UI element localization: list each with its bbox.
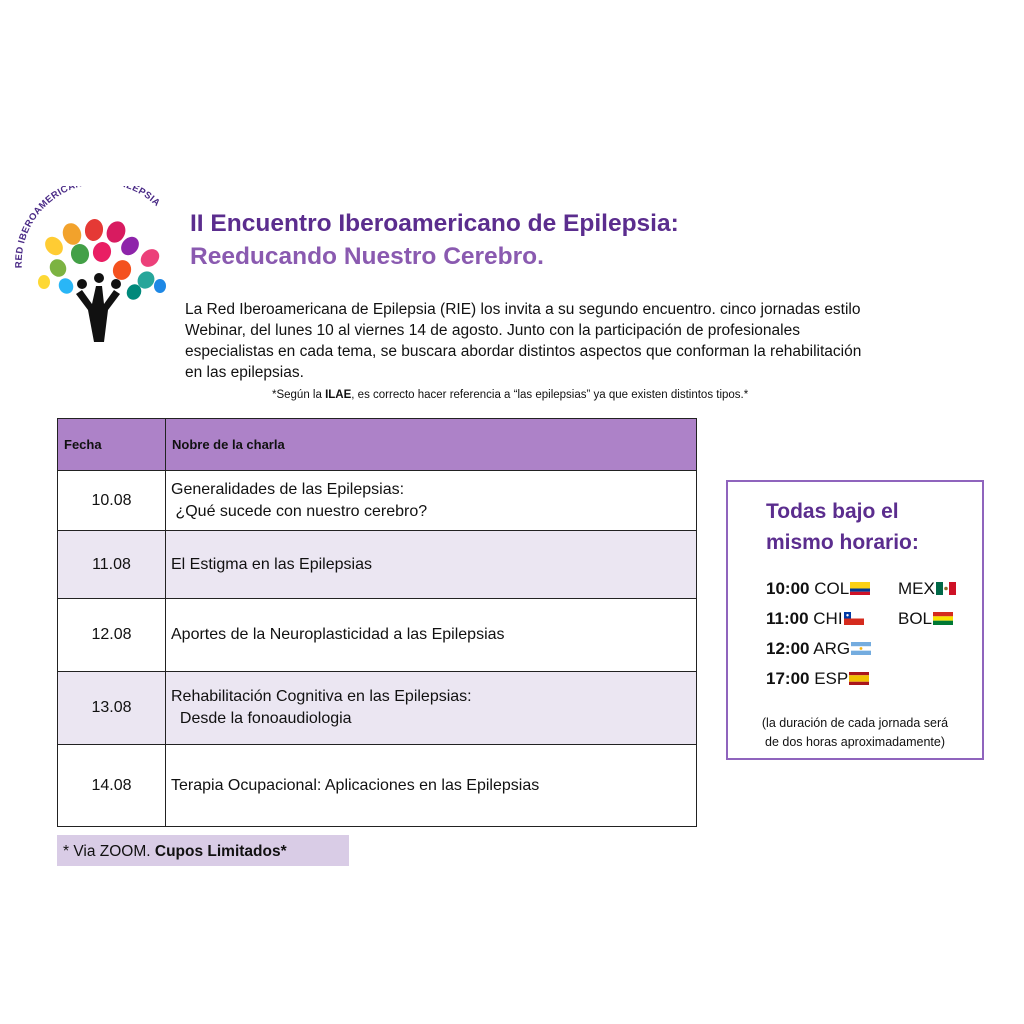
colombia-flag-icon bbox=[850, 582, 870, 595]
talk-line: Rehabilitación Cognitiva en las Epilepsias: bbox=[171, 688, 472, 705]
intro-line: Webinar, del lunes 10 al viernes 14 de agosto. Junto con la participación de profesionales bbox=[185, 322, 800, 339]
intro-line: La Red Iberoamericana de Epilepsia (RIE) los invita a su segundo encuentro. cinco jornadas estilo bbox=[185, 301, 861, 318]
time-row bbox=[766, 579, 935, 599]
country-code: ESP bbox=[814, 669, 849, 688]
row-date: 12.08 bbox=[58, 599, 166, 672]
time-row bbox=[766, 639, 871, 659]
row-talk: El Estigma en las Epilepsias bbox=[166, 531, 697, 599]
row-date: 14.08 bbox=[58, 745, 166, 827]
duration-line: (la duración de cada jornada será bbox=[761, 716, 949, 730]
time-value: 11:00 bbox=[766, 609, 809, 628]
logo-arc-text: RED IBEROAMERICA LEPSIA bbox=[13, 186, 163, 269]
country-code: ARG bbox=[813, 639, 851, 658]
bolivia-flag-icon bbox=[933, 612, 953, 625]
talk-line: Desde la fonoaudiologia bbox=[171, 710, 352, 727]
talk-line: Generalidades de las Epilepsias: bbox=[171, 480, 405, 498]
row-talk: Aportes de la Neuroplasticidad a las Epilepsias bbox=[166, 599, 697, 672]
schedule-heading-line: mismo horario: bbox=[766, 531, 919, 554]
rie-logo bbox=[10, 186, 188, 348]
time-value: 10:00 bbox=[766, 579, 810, 598]
argentina-flag-icon bbox=[851, 642, 871, 655]
table-row bbox=[58, 599, 697, 672]
mexico-flag-icon bbox=[936, 582, 956, 595]
time-row bbox=[766, 669, 869, 689]
intro-line: especialistas en cada tema, se buscara abordar distintos aspectos que conforman la rehabilitación bbox=[185, 343, 862, 360]
table-row bbox=[58, 745, 697, 827]
duration-note bbox=[728, 714, 982, 752]
ilae-note bbox=[272, 389, 748, 401]
table-row bbox=[58, 672, 697, 745]
col-header-talk: Nobre de la charla bbox=[166, 419, 697, 471]
schedule-heading bbox=[766, 496, 919, 558]
country-code: COL bbox=[814, 579, 850, 598]
row-date: 11.08 bbox=[58, 531, 166, 599]
table-row bbox=[58, 471, 697, 531]
note-ilae: ILAE bbox=[325, 389, 352, 401]
schedule-table bbox=[57, 418, 697, 827]
row-date: 10.08 bbox=[58, 471, 166, 531]
event-title: II Encuentro Iberoamericano de Epilepsia: bbox=[190, 210, 679, 237]
table-row bbox=[58, 531, 697, 599]
tree-hands-logo-image bbox=[10, 186, 188, 348]
col-header-date: Fecha bbox=[58, 419, 166, 471]
event-subtitle: Reeducando Nuestro Cerebro. bbox=[190, 243, 544, 270]
intro-line: en las epilepsias. bbox=[185, 364, 304, 381]
country-code: CHI bbox=[813, 609, 843, 628]
time-value: 12:00 bbox=[766, 639, 810, 658]
talk-line: ¿Qué sucede con nuestro cerebro? bbox=[171, 502, 428, 520]
zoom-prefix: * Via ZOOM. bbox=[63, 843, 155, 860]
table-header-row bbox=[58, 419, 697, 471]
spain-flag-icon bbox=[849, 672, 869, 685]
row-talk bbox=[166, 471, 697, 531]
note-suffix: , es correcto hacer referencia a “las epilepsias” ya que existen distintos tipos.* bbox=[351, 389, 749, 401]
country-code: MEX bbox=[898, 579, 935, 598]
zoom-note bbox=[57, 835, 349, 866]
chile-flag-icon bbox=[844, 612, 864, 625]
row-date: 13.08 bbox=[58, 672, 166, 745]
row-talk: Terapia Ocupacional: Aplicaciones en las Epilepsias bbox=[166, 745, 697, 827]
schedule-box bbox=[726, 480, 984, 760]
intro-paragraph bbox=[185, 299, 965, 383]
note-prefix: *Según la bbox=[272, 389, 326, 401]
time-row bbox=[766, 609, 933, 629]
tree-people-icon bbox=[76, 273, 121, 342]
country-code: BOL bbox=[898, 609, 933, 628]
zoom-limited: Cupos Limitados* bbox=[154, 843, 287, 860]
duration-line: de dos horas aproximadamente) bbox=[765, 735, 945, 749]
row-talk bbox=[166, 672, 697, 745]
time-value: 17:00 bbox=[766, 669, 810, 688]
schedule-heading-line: Todas bajo el bbox=[766, 500, 899, 523]
